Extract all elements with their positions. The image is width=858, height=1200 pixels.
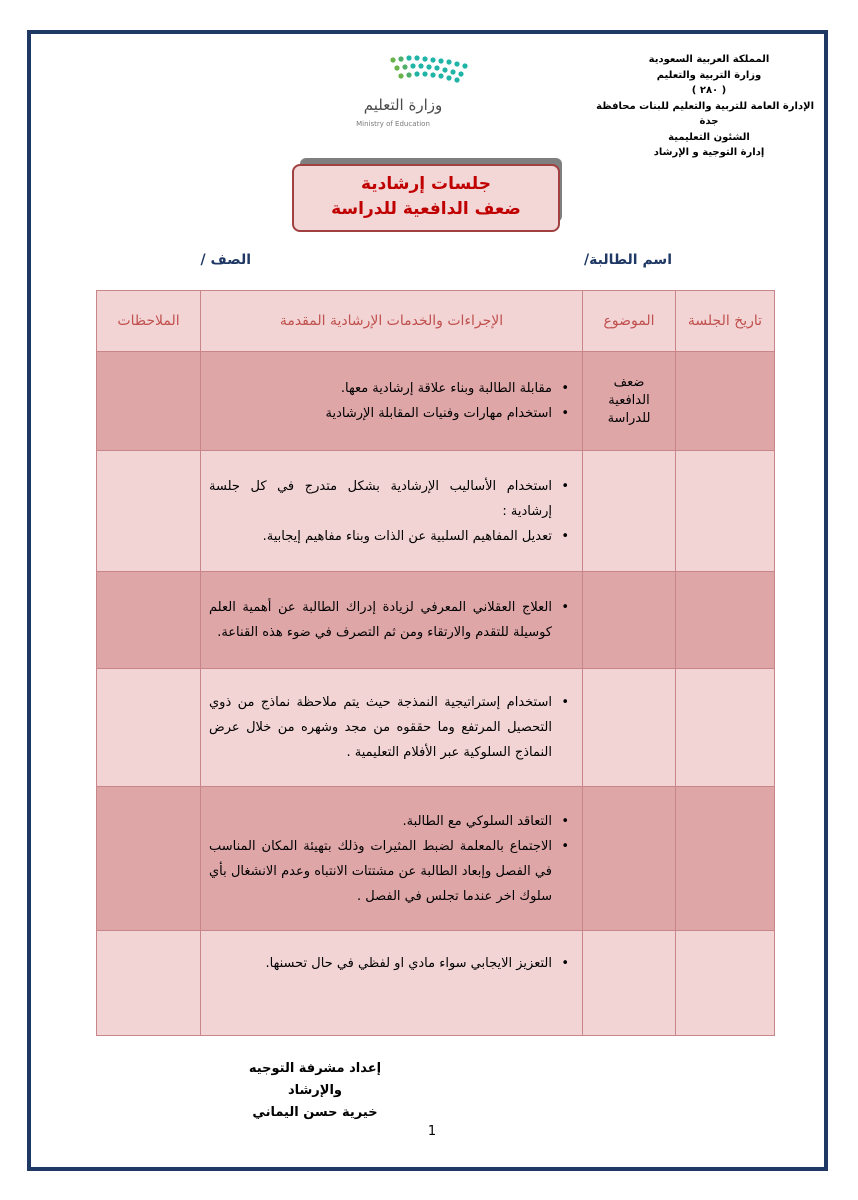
cell-date — [676, 931, 775, 1036]
table-row — [97, 572, 775, 669]
header-topic: الموضوع — [583, 291, 676, 352]
table-header-row — [97, 291, 775, 352]
procedure-item: • استخدام الأساليب الإرشادية بشكل متدرج في كل جلسة إرشادية : — [209, 474, 552, 524]
cell-procedures — [201, 787, 583, 931]
procedure-item: • العلاج العقلاني المعرفي لزيادة إدراك الطالبة عن أهمية العلم كوسيلة للتقدم والارتقاء ومن ثم التصرف في ضوء هذه القناعة. — [209, 595, 552, 645]
footer-line-1: إعداد مشرفة التوجيه والإرشاد — [248, 1061, 382, 1098]
cell-topic — [583, 669, 676, 787]
table-row — [97, 669, 775, 787]
procedure-item: • مقابلة الطالبة وبناء علاقة إرشادية معها. — [209, 376, 552, 401]
footer-line-2: خيرية حسن اليماني — [252, 1105, 378, 1120]
ministry-line-4: الإدارة العامة للتربية والتعليم للبنات محافظة — [596, 100, 814, 112]
cell-notes — [97, 787, 201, 931]
title-box — [292, 164, 560, 232]
ministry-line-1: المملكة العربية السعودية — [648, 54, 770, 65]
logo-english-text: Ministry of Education — [356, 120, 430, 128]
class-label: الصف / — [200, 252, 251, 268]
cell-topic — [583, 787, 676, 931]
procedure-item: • التعاقد السلوكي مع الطالبة. — [209, 809, 552, 834]
cell-procedures — [201, 572, 583, 669]
cell-notes — [97, 572, 201, 669]
ministry-header — [596, 52, 814, 161]
cell-topic — [583, 451, 676, 572]
ministry-line-7: إدارة التوجية و الإرشاد — [653, 147, 765, 158]
cell-notes — [97, 669, 201, 787]
cell-procedures — [201, 451, 583, 572]
cell-date — [676, 572, 775, 669]
procedure-item: • الاجتماع بالمعلمة لضبط المثيرات وذلك بتهيئة المكان المناسب في الفصل وإبعاد الطالبة عن مشتتات الانتباه وعدم الانشغال بأي سلوك اخر عندما تجلس في الفصل . — [209, 834, 552, 909]
cell-date — [676, 787, 775, 931]
title-line-2: ضعف الدافعية للدراسة — [331, 199, 521, 219]
sessions-table — [96, 290, 775, 1036]
ministry-line-5: جدة — [699, 116, 719, 127]
procedure-item: • استخدام مهارات وفنيات المقابلة الإرشادية — [209, 401, 552, 426]
title-line-1: جلسات إرشادية — [360, 174, 491, 194]
cell-date — [676, 669, 775, 787]
cell-notes — [97, 352, 201, 451]
table-row — [97, 352, 775, 451]
header-procedures: الإجراءات والخدمات الإرشادية المقدمة — [201, 291, 583, 352]
student-name-label: اسم الطالبة/ — [584, 252, 672, 268]
header-notes: الملاحظات — [97, 291, 201, 352]
cell-date — [676, 352, 775, 451]
cell-procedures — [201, 931, 583, 1036]
table-row — [97, 931, 775, 1036]
ministry-line-3: ( ٢٨٠ ) — [691, 85, 727, 96]
page-number: 1 — [427, 1124, 437, 1139]
ministry-line-2: وزارة التربية والتعليم — [656, 69, 762, 81]
table-row — [97, 451, 775, 572]
header-session-date: تاريخ الجلسة — [676, 291, 775, 352]
procedure-item: • استخدام إستراتيجية النمذجة حيث يتم ملاحظة نماذج من ذوي التحصيل المرتفع وما حققوه من مجد وشهره من خلال عرض النماذج السلوكية عبر الأفلام التعليمية . — [209, 690, 552, 765]
topic-text: ضعف الدافعية للدراسة — [607, 375, 651, 426]
logo-dots-icon — [390, 55, 467, 82]
cell-notes — [97, 931, 201, 1036]
procedure-item: • التعزيز الايجابي سواء مادي او لفظي في حال تحسنها. — [209, 951, 552, 976]
procedure-item: • تعديل المفاهيم السلبية عن الذات وبناء مفاهيم إيجابية. — [209, 524, 552, 549]
cell-date — [676, 451, 775, 572]
cell-topic — [583, 352, 676, 451]
ministry-line-6: الشئون التعليمية — [668, 131, 750, 143]
cell-topic — [583, 931, 676, 1036]
table-row — [97, 787, 775, 931]
logo-arabic-text: وزارة التعليم — [363, 96, 443, 114]
cell-procedures — [201, 352, 583, 451]
ministry-logo — [345, 52, 485, 132]
cell-procedures — [201, 669, 583, 787]
footer-signature — [220, 1058, 410, 1124]
cell-topic — [583, 572, 676, 669]
cell-notes — [97, 451, 201, 572]
